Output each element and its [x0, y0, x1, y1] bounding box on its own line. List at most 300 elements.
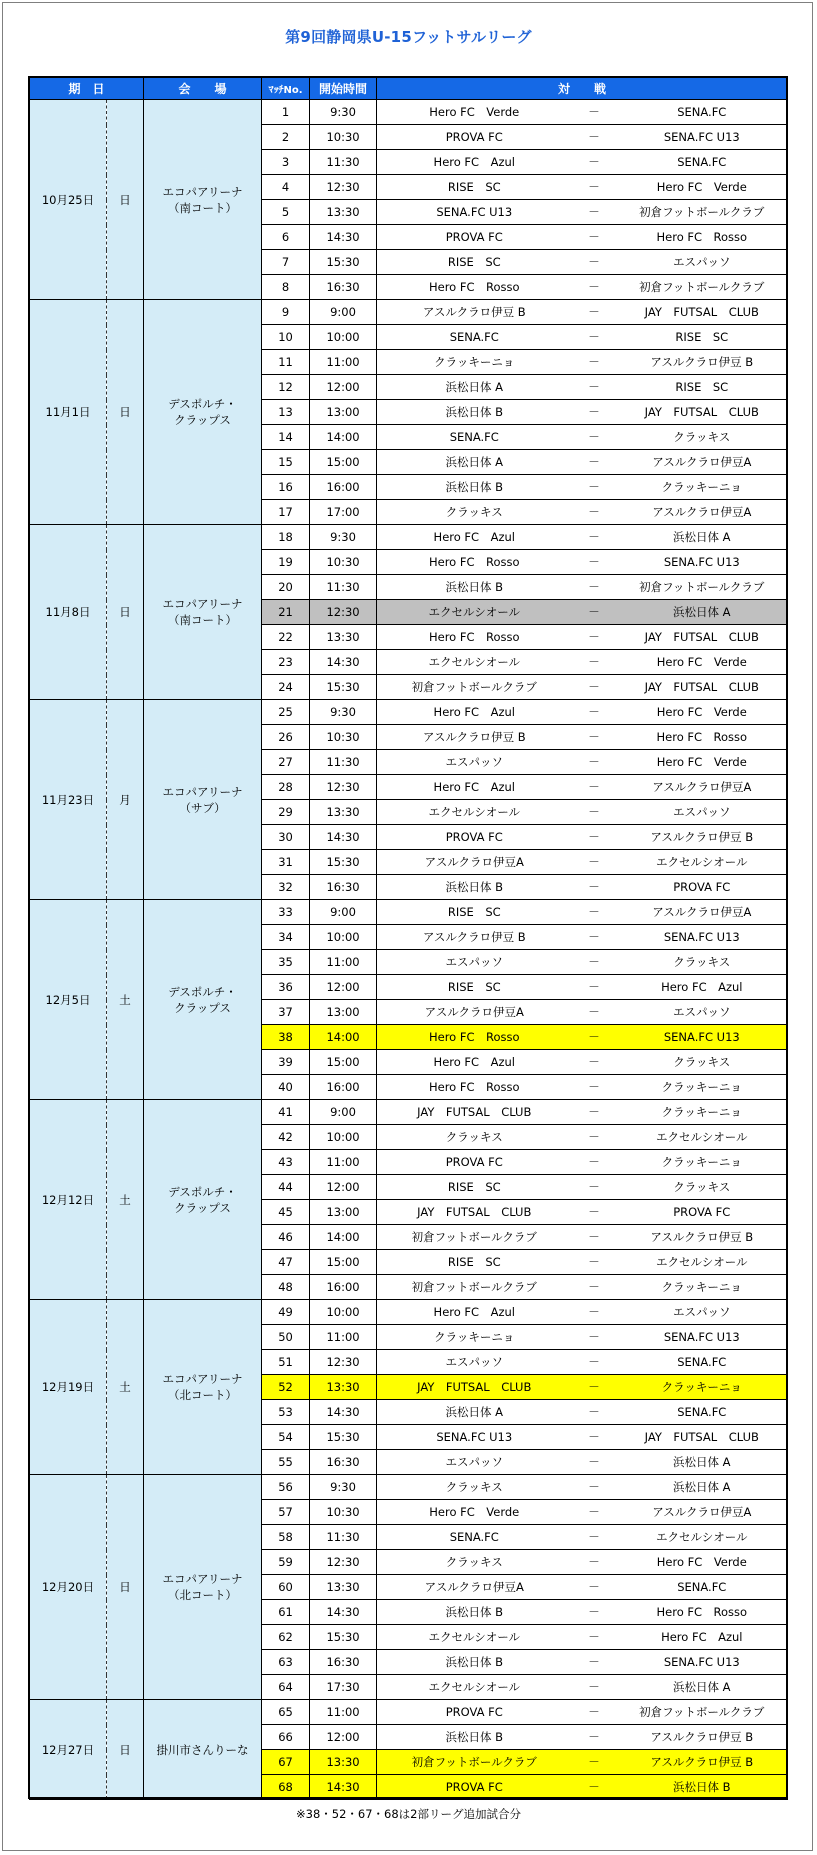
header-match-no: ﾏｯﾁNo. [262, 78, 310, 100]
versus-mark: － [572, 775, 617, 800]
home-team: 浜松日体 B [377, 400, 572, 425]
start-time: 12:00 [310, 975, 377, 1000]
start-time: 16:00 [310, 1275, 377, 1300]
versus-mark: － [572, 1750, 617, 1775]
home-team: エスパッソ [377, 1450, 572, 1475]
home-team: 浜松日体 B [377, 1650, 572, 1675]
away-team: RISE SC [617, 325, 788, 350]
away-team: SENA.FC U13 [617, 1650, 788, 1675]
home-team: エクセルシオール [377, 800, 572, 825]
away-team: 浜松日体 A [617, 600, 788, 625]
away-team: エスパッソ [617, 800, 788, 825]
match-number: 53 [262, 1400, 310, 1425]
table-row [30, 900, 788, 925]
start-time: 12:30 [310, 1350, 377, 1375]
start-time: 10:30 [310, 550, 377, 575]
match-number: 7 [262, 250, 310, 275]
home-team: Hero FC Azul [377, 525, 572, 550]
home-team: 浜松日体 B [377, 1725, 572, 1750]
start-time: 10:30 [310, 1500, 377, 1525]
match-number: 8 [262, 275, 310, 300]
match-number: 35 [262, 950, 310, 975]
start-time: 14:30 [310, 650, 377, 675]
away-team: エクセルシオール [617, 1250, 788, 1275]
home-team: 浜松日体 B [377, 875, 572, 900]
match-number: 64 [262, 1675, 310, 1700]
away-team: SENA.FC U13 [617, 1025, 788, 1050]
home-team: クラッキーニョ [377, 350, 572, 375]
home-team: クラッキーニョ [377, 1325, 572, 1350]
table-row [30, 100, 788, 125]
versus-mark: － [572, 1400, 617, 1425]
home-team: エスパッソ [377, 750, 572, 775]
start-time: 11:00 [310, 1700, 377, 1725]
away-team: エクセルシオール [617, 1125, 788, 1150]
away-team: JAY FUTSAL CLUB [617, 675, 788, 700]
match-number: 55 [262, 1450, 310, 1475]
home-team: 浜松日体 A [377, 375, 572, 400]
start-time: 10:00 [310, 925, 377, 950]
away-team: Hero FC Rosso [617, 1600, 788, 1625]
home-team: RISE SC [377, 975, 572, 1000]
versus-mark: － [572, 525, 617, 550]
match-date: 12月12日 [30, 1100, 107, 1300]
versus-mark: － [572, 1600, 617, 1625]
away-team: クラッキス [617, 1175, 788, 1200]
match-number: 42 [262, 1125, 310, 1150]
start-time: 16:30 [310, 275, 377, 300]
start-time: 12:30 [310, 175, 377, 200]
start-time: 10:00 [310, 325, 377, 350]
home-team: Hero FC Rosso [377, 1025, 572, 1050]
versus-mark: － [572, 250, 617, 275]
away-team: クラッキーニョ [617, 1375, 788, 1400]
away-team: アスルクラロ伊豆A [617, 500, 788, 525]
match-number: 36 [262, 975, 310, 1000]
versus-mark: － [572, 1025, 617, 1050]
start-time: 10:30 [310, 125, 377, 150]
match-number: 67 [262, 1750, 310, 1775]
home-team: エクセルシオール [377, 1625, 572, 1650]
match-weekday: 土 [107, 1100, 144, 1300]
away-team: 初倉フットボールクラブ [617, 1700, 788, 1725]
away-team: SENA.FC [617, 1400, 788, 1425]
match-venue: エコパアリーナ （サブ） [144, 700, 262, 900]
away-team: アスルクラロ伊豆A [617, 450, 788, 475]
versus-mark: － [572, 700, 617, 725]
home-team: 初倉フットボールクラブ [377, 1225, 572, 1250]
match-date: 12月20日 [30, 1475, 107, 1700]
versus-mark: － [572, 600, 617, 625]
away-team: クラッキーニョ [617, 1275, 788, 1300]
versus-mark: － [572, 1700, 617, 1725]
start-time: 15:30 [310, 675, 377, 700]
home-team: SENA.FC U13 [377, 200, 572, 225]
versus-mark: － [572, 850, 617, 875]
home-team: 浜松日体 A [377, 1400, 572, 1425]
start-time: 14:00 [310, 425, 377, 450]
table-row [30, 700, 788, 725]
match-number: 13 [262, 400, 310, 425]
match-number: 19 [262, 550, 310, 575]
match-weekday: 日 [107, 300, 144, 525]
away-team: 浜松日体 A [617, 1475, 788, 1500]
start-time: 11:00 [310, 950, 377, 975]
home-team: 浜松日体 B [377, 1600, 572, 1625]
match-venue: デスポルチ・ クラップス [144, 300, 262, 525]
away-team: SENA.FC U13 [617, 1325, 788, 1350]
home-team: アスルクラロ伊豆 B [377, 725, 572, 750]
match-number: 29 [262, 800, 310, 825]
start-time: 14:00 [310, 1225, 377, 1250]
away-team: 初倉フットボールクラブ [617, 575, 788, 600]
home-team: SENA.FC [377, 1525, 572, 1550]
start-time: 16:00 [310, 1075, 377, 1100]
table-row [30, 300, 788, 325]
start-time: 13:30 [310, 1575, 377, 1600]
start-time: 10:00 [310, 1125, 377, 1150]
versus-mark: － [572, 1675, 617, 1700]
away-team: エスパッソ [617, 1000, 788, 1025]
away-team: アスルクラロ伊豆 B [617, 825, 788, 850]
versus-mark: － [572, 550, 617, 575]
versus-mark: － [572, 500, 617, 525]
match-weekday: 土 [107, 1300, 144, 1475]
match-number: 3 [262, 150, 310, 175]
match-number: 16 [262, 475, 310, 500]
away-team: アスルクラロ伊豆A [617, 1500, 788, 1525]
match-number: 17 [262, 500, 310, 525]
versus-mark: － [572, 925, 617, 950]
match-venue: 掛川市さんりーな [144, 1700, 262, 1800]
start-time: 14:30 [310, 825, 377, 850]
match-number: 58 [262, 1525, 310, 1550]
match-number: 47 [262, 1250, 310, 1275]
start-time: 10:00 [310, 1300, 377, 1325]
away-team: 浜松日体 A [617, 1675, 788, 1700]
away-team: SENA.FC [617, 100, 788, 125]
versus-mark: － [572, 900, 617, 925]
away-team: エクセルシオール [617, 850, 788, 875]
versus-mark: － [572, 825, 617, 850]
match-number: 31 [262, 850, 310, 875]
start-time: 16:00 [310, 475, 377, 500]
versus-mark: － [572, 1175, 617, 1200]
match-number: 28 [262, 775, 310, 800]
start-time: 13:00 [310, 1200, 377, 1225]
versus-mark: － [572, 650, 617, 675]
match-number: 61 [262, 1600, 310, 1625]
match-number: 66 [262, 1725, 310, 1750]
home-team: PROVA FC [377, 225, 572, 250]
home-team: PROVA FC [377, 1775, 572, 1800]
versus-mark: － [572, 1000, 617, 1025]
match-number: 44 [262, 1175, 310, 1200]
home-team: RISE SC [377, 250, 572, 275]
match-number: 11 [262, 350, 310, 375]
away-team: Hero FC Verde [617, 750, 788, 775]
away-team: JAY FUTSAL CLUB [617, 400, 788, 425]
versus-mark: － [572, 275, 617, 300]
match-number: 10 [262, 325, 310, 350]
match-weekday: 日 [107, 1700, 144, 1800]
home-team: 浜松日体 B [377, 475, 572, 500]
match-weekday: 土 [107, 900, 144, 1100]
match-weekday: 日 [107, 1475, 144, 1700]
match-number: 1 [262, 100, 310, 125]
home-team: SENA.FC [377, 425, 572, 450]
versus-mark: － [572, 1325, 617, 1350]
match-venue: エコパアリーナ （北コート） [144, 1300, 262, 1475]
table-row [30, 1300, 788, 1325]
table-row [30, 1475, 788, 1500]
match-number: 15 [262, 450, 310, 475]
start-time: 11:00 [310, 1325, 377, 1350]
schedule-body [30, 100, 788, 1800]
away-team: エスパッソ [617, 1300, 788, 1325]
start-time: 17:00 [310, 500, 377, 525]
start-time: 9:00 [310, 1100, 377, 1125]
start-time: 16:30 [310, 1450, 377, 1475]
home-team: クラッキス [377, 500, 572, 525]
away-team: SENA.FC U13 [617, 550, 788, 575]
home-team: アスルクラロ伊豆A [377, 850, 572, 875]
home-team: RISE SC [377, 175, 572, 200]
match-number: 25 [262, 700, 310, 725]
start-time: 9:00 [310, 300, 377, 325]
versus-mark: － [572, 1100, 617, 1125]
header-date: 期 日 [30, 78, 144, 100]
home-team: JAY FUTSAL CLUB [377, 1100, 572, 1125]
table-row [30, 1100, 788, 1125]
home-team: クラッキス [377, 1550, 572, 1575]
match-number: 21 [262, 600, 310, 625]
start-time: 9:30 [310, 1475, 377, 1500]
away-team: エクセルシオール [617, 1525, 788, 1550]
away-team: アスルクラロ伊豆A [617, 775, 788, 800]
home-team: Hero FC Rosso [377, 625, 572, 650]
away-team: JAY FUTSAL CLUB [617, 300, 788, 325]
away-team: PROVA FC [617, 1200, 788, 1225]
start-time: 12:00 [310, 1175, 377, 1200]
versus-mark: － [572, 950, 617, 975]
match-number: 2 [262, 125, 310, 150]
match-number: 4 [262, 175, 310, 200]
away-team: Hero FC Azul [617, 1625, 788, 1650]
match-number: 30 [262, 825, 310, 850]
match-number: 43 [262, 1150, 310, 1175]
match-number: 45 [262, 1200, 310, 1225]
away-team: クラッキーニョ [617, 1150, 788, 1175]
home-team: JAY FUTSAL CLUB [377, 1375, 572, 1400]
away-team: SENA.FC [617, 1575, 788, 1600]
match-number: 39 [262, 1050, 310, 1075]
start-time: 13:00 [310, 400, 377, 425]
match-number: 52 [262, 1375, 310, 1400]
match-weekday: 日 [107, 525, 144, 700]
match-date: 12月27日 [30, 1700, 107, 1800]
home-team: PROVA FC [377, 125, 572, 150]
versus-mark: － [572, 1575, 617, 1600]
versus-mark: － [572, 1650, 617, 1675]
match-number: 41 [262, 1100, 310, 1125]
home-team: アスルクラロ伊豆 B [377, 925, 572, 950]
match-venue: デスポルチ・ クラップス [144, 1100, 262, 1300]
home-team: Hero FC Rosso [377, 275, 572, 300]
schedule-table [29, 77, 788, 1800]
match-weekday: 日 [107, 100, 144, 300]
versus-mark: － [572, 200, 617, 225]
away-team: クラッキス [617, 425, 788, 450]
away-team: アスルクラロ伊豆 B [617, 1725, 788, 1750]
home-team: Hero FC Azul [377, 700, 572, 725]
match-number: 68 [262, 1775, 310, 1800]
home-team: Hero FC Rosso [377, 1075, 572, 1100]
versus-mark: － [572, 1375, 617, 1400]
home-team: 初倉フットボールクラブ [377, 1275, 572, 1300]
match-number: 56 [262, 1475, 310, 1500]
versus-mark: － [572, 1200, 617, 1225]
versus-mark: － [572, 725, 617, 750]
home-team: SENA.FC U13 [377, 1425, 572, 1450]
versus-mark: － [572, 1275, 617, 1300]
versus-mark: － [572, 1725, 617, 1750]
start-time: 11:30 [310, 750, 377, 775]
away-team: PROVA FC [617, 875, 788, 900]
start-time: 11:30 [310, 575, 377, 600]
versus-mark: － [572, 1300, 617, 1325]
start-time: 15:30 [310, 1425, 377, 1450]
start-time: 9:00 [310, 900, 377, 925]
versus-mark: － [572, 1775, 617, 1800]
home-team: エクセルシオール [377, 1675, 572, 1700]
home-team: Hero FC Verde [377, 100, 572, 125]
start-time: 13:30 [310, 200, 377, 225]
versus-mark: － [572, 750, 617, 775]
start-time: 11:30 [310, 1525, 377, 1550]
match-date: 11月1日 [30, 300, 107, 525]
start-time: 12:30 [310, 775, 377, 800]
match-number: 51 [262, 1350, 310, 1375]
match-number: 40 [262, 1075, 310, 1100]
start-time: 9:30 [310, 700, 377, 725]
start-time: 11:00 [310, 1150, 377, 1175]
away-team: JAY FUTSAL CLUB [617, 1425, 788, 1450]
match-number: 9 [262, 300, 310, 325]
away-team: クラッキーニョ [617, 1100, 788, 1125]
home-team: PROVA FC [377, 825, 572, 850]
home-team: RISE SC [377, 900, 572, 925]
header-start-time: 開始時間 [310, 78, 377, 100]
versus-mark: － [572, 625, 617, 650]
versus-mark: － [572, 100, 617, 125]
versus-mark: － [572, 1525, 617, 1550]
away-team: 浜松日体 B [617, 1775, 788, 1800]
versus-mark: － [572, 1450, 617, 1475]
away-team: 初倉フットボールクラブ [617, 275, 788, 300]
match-number: 54 [262, 1425, 310, 1450]
versus-mark: － [572, 800, 617, 825]
away-team: アスルクラロ伊豆A [617, 900, 788, 925]
home-team: アスルクラロ伊豆A [377, 1575, 572, 1600]
versus-mark: － [572, 1075, 617, 1100]
versus-mark: － [572, 175, 617, 200]
match-number: 5 [262, 200, 310, 225]
away-team: 浜松日体 A [617, 1450, 788, 1475]
match-number: 65 [262, 1700, 310, 1725]
home-team: Hero FC Azul [377, 1050, 572, 1075]
away-team: Hero FC Verde [617, 700, 788, 725]
away-team: 初倉フットボールクラブ [617, 200, 788, 225]
versus-mark: － [572, 425, 617, 450]
away-team: Hero FC Verde [617, 650, 788, 675]
home-team: PROVA FC [377, 1700, 572, 1725]
match-number: 12 [262, 375, 310, 400]
versus-mark: － [572, 1125, 617, 1150]
start-time: 10:30 [310, 725, 377, 750]
away-team: SENA.FC U13 [617, 925, 788, 950]
start-time: 12:00 [310, 375, 377, 400]
home-team: 浜松日体 A [377, 450, 572, 475]
versus-mark: － [572, 975, 617, 1000]
match-number: 62 [262, 1625, 310, 1650]
versus-mark: － [572, 475, 617, 500]
start-time: 14:30 [310, 1400, 377, 1425]
match-venue: デスポルチ・ クラップス [144, 900, 262, 1100]
versus-mark: － [572, 400, 617, 425]
away-team: SENA.FC [617, 1350, 788, 1375]
start-time: 13:00 [310, 1000, 377, 1025]
versus-mark: － [572, 225, 617, 250]
match-number: 32 [262, 875, 310, 900]
versus-mark: － [572, 1550, 617, 1575]
match-number: 49 [262, 1300, 310, 1325]
away-team: アスルクラロ伊豆 B [617, 1225, 788, 1250]
home-team: エスパッソ [377, 1350, 572, 1375]
versus-mark: － [572, 325, 617, 350]
home-team: RISE SC [377, 1250, 572, 1275]
start-time: 15:00 [310, 450, 377, 475]
match-number: 23 [262, 650, 310, 675]
start-time: 15:30 [310, 250, 377, 275]
away-team: クラッキス [617, 950, 788, 975]
footnote: ※38・52・67・68は2部リーグ追加試合分 [296, 1807, 521, 1821]
versus-mark: － [572, 575, 617, 600]
start-time: 11:00 [310, 350, 377, 375]
home-team: Hero FC Azul [377, 1300, 572, 1325]
start-time: 9:30 [310, 100, 377, 125]
match-date: 12月5日 [30, 900, 107, 1100]
versus-mark: － [572, 675, 617, 700]
home-team: エクセルシオール [377, 650, 572, 675]
match-number: 26 [262, 725, 310, 750]
match-venue: エコパアリーナ （南コート） [144, 100, 262, 300]
start-time: 12:30 [310, 1550, 377, 1575]
versus-mark: － [572, 375, 617, 400]
match-number: 34 [262, 925, 310, 950]
start-time: 16:30 [310, 1650, 377, 1675]
away-team: 浜松日体 A [617, 525, 788, 550]
match-number: 60 [262, 1575, 310, 1600]
away-team: RISE SC [617, 375, 788, 400]
home-team: エスパッソ [377, 950, 572, 975]
home-team: 浜松日体 B [377, 575, 572, 600]
versus-mark: － [572, 1250, 617, 1275]
away-team: Hero FC Rosso [617, 725, 788, 750]
start-time: 15:00 [310, 1250, 377, 1275]
home-team: Hero FC Azul [377, 150, 572, 175]
home-team: クラッキス [377, 1475, 572, 1500]
